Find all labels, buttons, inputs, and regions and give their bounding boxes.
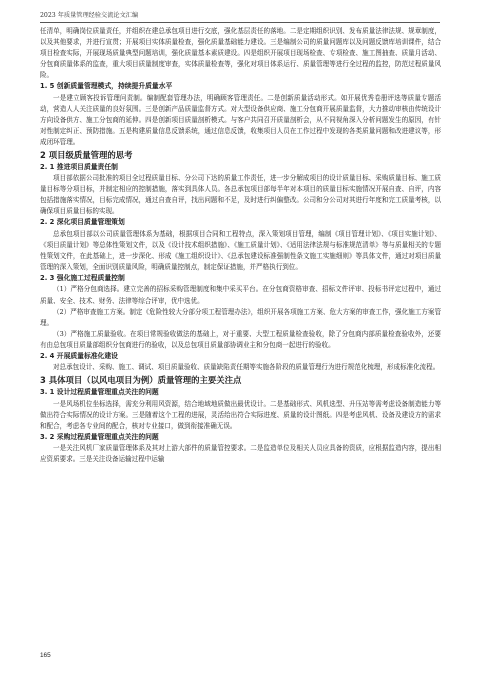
section-heading: 2 项目级质量管理的思考	[40, 149, 133, 160]
paragraph: （3）严格施工质量验收。在项目常规验收做法的基础上，对于重要、大型工程质量检查验收，除了分包商内部质量检查验收外，还要有由总包项目质量部组织分包商进行的验收，以及总包项目质量部协调业主和分包商一起进行的验收。	[40, 329, 441, 349]
paragraph: （1）严格分包商选择。建立完善的招标采购管理制度和集中采买平台。在分包商资格审查、招标文件评审、投标书评定过程中，通过质量、安全、技术、财务、法律等综合评审，优中选优。	[40, 285, 441, 305]
subsection-heading: 3. 1 设计过程质量管理重点关注的问题	[40, 388, 159, 397]
subsection-heading: 1. 5 创新质量管理模式，持续提升质量水平	[40, 82, 173, 91]
document-body	[40, 26, 441, 465]
paragraph: 任清单，明确岗位质量责任，并组织在建总承包项目进行交底，强化基层责任的落地。二是定期组织识别、发布质量法律法规、规章制度，以及其他要求，并进行宣贯；开展项目实体质量检查，强化质量基础能力建设。三是编制公司的质量问题库以及问题反馈库培训课件，结合项目检查实际，开展现场质量典型问题培训，强化质量基本素质建设。四是组织开展项目现场检查、专项检查、施工图抽查、质量月活动、分包商质量体系的监查，重大项目质量制度审查，实体质量检查等，强化对项目体系运行、质量管理等进行全过程的监控，防范过程质量风险。	[40, 27, 441, 80]
paragraph: 一是关注风机厂家质量管理体系及其对上游大部件的质量管控要求。二是监造单位及相关人员应具备的资质，应根据监造内容，提出相应资质要求。三是关注设备运输过程中运输	[40, 444, 441, 464]
paragraph: 一是建立顾客投诉管理问责制。编制配套管理办法，明确顾客管理责任。二是创新质量活动形式。如开展优秀卷册评选等质量专题活动，营造人人关注质量的良好氛围。三是创新产品质量监督方式。对大型设备供应商、施工分包商开展质量监督，大力推动审核由传统设计方向设备供方、施工分包商的延伸。四是创新项目质量剖析模式。与客户共同召开质量剖析会，从不同视角深入分析问题发生的原因，有针对性制定纠正、预防措施。五是构建质量信息反馈系统，通过信息反馈，收集项目人员在工作过程中发现的各类质量问题和改进建议等，形成闭环管理。	[40, 93, 441, 146]
subsection-heading: 2. 2 深化项目质量管理策划	[40, 218, 125, 227]
section-heading: 3 具体项目（以风电项目为例）质量管理的主要关注点	[40, 375, 242, 386]
paragraph: 项目部依据公司批准的项目全过程质量目标、分公司下达的质量工作责任，进一步分解成项目的设计质量目标、采购质量目标、施工质量目标等分项目标，并制定相应的控制措施，落实到具体人员。各总承包项目部每半年对本项目的质量目标实施情况开展自查、自评，内容包括措施落实情况，目标完成情况，通过自查自评，找出问题和不足，及时进行纠偏整改。公司和分公司对其进行年度和完工质量考核，以确保项目质量目标的实现。	[40, 174, 441, 216]
subsection-heading: 2. 4 开展质量标准化建设	[40, 351, 118, 360]
subsection-heading: 2. 3 强化施工过程质量控制	[40, 274, 125, 283]
subsection-heading: 2. 1 推进项目质量责任制	[40, 162, 118, 171]
paragraph: 总承包项目部以公司质量管理体系为基础，根据项目合同和工程特点，深入策划项目管理，编制《项目管理计划》、《项目实施计划》、《项目质量计划》等总体性策划文件，以及《设计技术组织措施》、《施工质量计划》、《适用法律法规与标准规范清单》等与质量相关的专题性策划文件，在此基础上，进一步深化、形成《施工组织设计》、《总承包建设标准强制性条文施工实施细则》等具体文件，通过对项目质量管理的深入策划，全面识别质量风险，明确质量控制点，制定保证措施，并严格执行到位。	[40, 229, 441, 272]
subsection-heading: 3. 2 采购过程质量管理重点关注的问题	[40, 432, 159, 441]
paragraph: 一是风场机位坐标选择，需充分利用风资源，结合地域地质做出最优设计。二是基础形式、风机选型、升压站等需考虑设备制造能力等做出符合实际情况的设计方案。三是随着这个工程的进展，灵活给出符合实际进度、质量的设计图纸。四是考虑风机、设备及建设方的需求和配合，考虑各专业间的配合，核对专业接口，做到衔接准确无误。	[40, 399, 441, 430]
running-header: 2023 年质量管理经验交流论文汇编	[40, 10, 440, 23]
page-number: 165	[40, 652, 51, 659]
paragraph: 对总承包设计、采购、施工、调试、项目质量验收、质量缺陷责任期等实施各阶段的质量管理行为进行规范化梳理，形成标准化流程。	[53, 363, 440, 372]
paragraph: （2）严格审查施工方案。制定《危险性较大分部分项工程管理办法》，组织开展各项施工方案、危大方案的审查工作，强化施工方案管理。	[40, 307, 441, 327]
